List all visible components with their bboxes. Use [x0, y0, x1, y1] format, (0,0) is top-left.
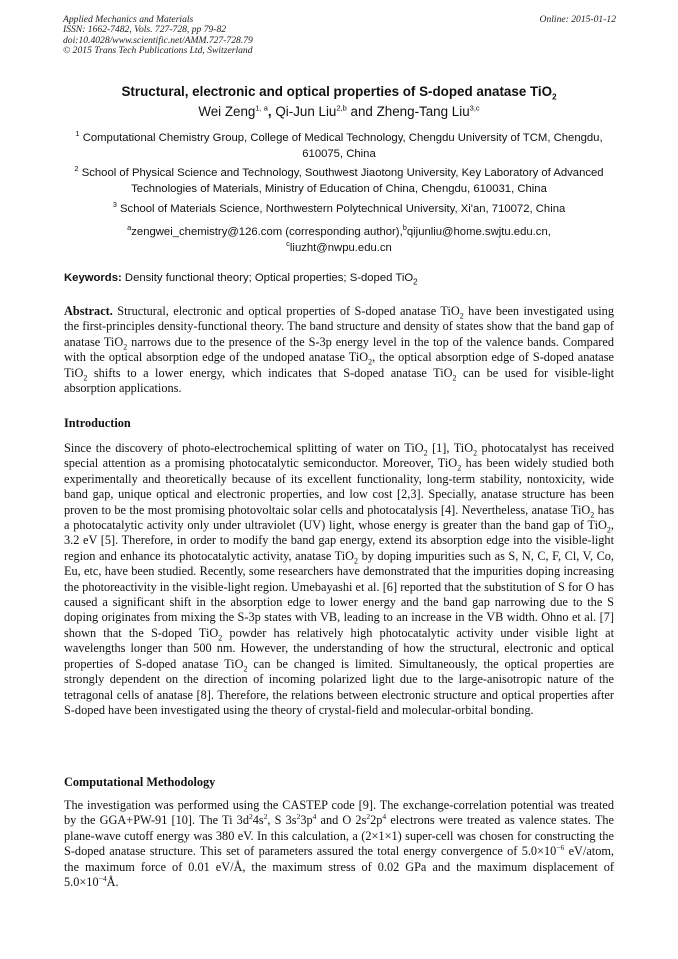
intro-text: by doping impurities such as S, N, C, F, Cl, V, Co, Eu, etc, have been studied. Recently, some researchers have demonstrated that the impurities doping increasing the photoreactivity in the visible-light region. Umebayashi et al. [6] reported that the substitution of S for O has caused a significant shift in the absorption edge to lower energy and the band gap narrowing due to the S doping originates from mixing the S-3p states with VB, leading to an increase in the VB width. Ohno et al. [7] shown that the S-doped TiO [64, 548, 614, 640]
keywords-text: Density functional theory; Optical properties; S-doped TiO [121, 272, 414, 284]
author-name: Zheng-Tang Liu [376, 104, 470, 119]
email-list [64, 225, 614, 256]
author-sup: 3,c [469, 103, 480, 113]
superscript: 2 [248, 812, 253, 822]
intro-text: photocatalyst has received special attention as a promising photocatalytic semiconductor. Moreover, TiO [64, 441, 615, 471]
superscript: −6 [556, 843, 565, 853]
affiliation-number: 2 [74, 164, 79, 174]
email-b: qijunliu@home.swjtu.edu.cn, [406, 226, 551, 238]
email-c: liuzht@nwpu.edu.cn [289, 241, 392, 254]
title-subscript: 2 [552, 92, 557, 102]
method-text: 2p [370, 813, 383, 828]
online-date: Online: 2015-01-12 [539, 14, 616, 25]
email-sup: a [127, 223, 132, 233]
keywords-subscript: 2 [413, 277, 418, 287]
intro-text: Since the discovery of photo-electrochemical splitting of water on TiO [64, 441, 424, 455]
intro-text: , 3.2 eV [5]. Therefore, in order to modify the band gap energy, extend its absorption edge into the visible-light region and enhance its photocatalytic activity, anatase TiO [64, 518, 614, 563]
author-sup: 2,b [336, 103, 347, 113]
superscript: 2 [296, 812, 301, 822]
subscript: 2 [123, 342, 128, 352]
affiliation-text: School of Materials Science, Northwestern Polytechnical University, Xi'an, 710072, China [120, 203, 566, 215]
email-sup: b [402, 223, 407, 233]
subscript: 2 [354, 556, 359, 566]
superscript: −4 [98, 873, 107, 883]
keywords [64, 272, 418, 287]
affiliation-1 [64, 131, 614, 162]
method-text: Å. [106, 875, 119, 890]
email-a: zengwei_chemistry@126.com (corresponding author), [131, 226, 403, 238]
abstract-text: narrows due to the presence of the S-3p energy level in the top of the valence bands. Compared with the optical absorption edge of the undoped anatase TiO [64, 334, 614, 365]
doi-line: doi:10.4028/www.scientific.net/AMM.727-728.79 [63, 34, 253, 46]
affiliation-text: Computational Chemistry Group, College of Medical Technology, Chengdu University of TCM, Chengdu, 610075, China [82, 132, 603, 160]
method-text: electrons were treated as valence states. The plane-wave cutoff energy was 380 eV. In this calculation, a (2×1×1) super-cell was chosen for constructing the S-doped anatase structure. This set of parameters assured the total energy convergence of 5.0×10 [64, 813, 615, 859]
abstract-text: Structural, electronic and optical properties of S-doped anatase TiO [112, 304, 460, 318]
affiliation-number: 1 [75, 129, 80, 139]
subscript: 2 [473, 448, 478, 458]
method-text: 3p [300, 813, 313, 828]
intro-text: has been widely studied both experimentally and theoretically because of its excellent functionality, long-term stability, nontoxicity, wide band gap, unique optical and electronic properties, and low cost [2,3]. Specially, anatase structure has been proven to be the most promising photovoltaic solar cells and photocatalysis [4]. Nevertheless, anatase TiO [64, 456, 614, 517]
paper-title [40, 84, 638, 102]
subscript: 2 [243, 664, 248, 674]
subscript: 2 [590, 510, 595, 520]
abstract-text: can be used for visible-light absorption applications. [64, 365, 615, 396]
introduction-body [64, 441, 614, 718]
introduction-heading: Introduction [64, 416, 131, 430]
method-text: , S 3s [267, 813, 297, 828]
author-separator: , [267, 104, 276, 119]
subscript: 2 [218, 633, 223, 643]
intro-text: powder has relatively high photocatalytic activity under visible light at wavelengths longer than 500 nm. However, the understanding of how the structural, electronic and optical properties of S-doped anatase TiO [64, 625, 614, 671]
abstract-text: , the optical absorption edge of S-doped anatase TiO [64, 350, 614, 380]
superscript: 2 [263, 812, 268, 822]
abstract-text: shifts to a lower energy, which indicates that S-doped anatase TiO [87, 365, 453, 380]
methodology-heading: Computational Methodology [64, 775, 216, 789]
author-sup: 1, a [255, 103, 268, 113]
subscript: 2 [83, 373, 88, 383]
subscript: 2 [457, 463, 462, 473]
abstract [64, 304, 614, 396]
issn-line: ISSN: 1662-7482, Vols. 727-728, pp 79-82 [63, 24, 227, 36]
copyright-line: © 2015 Trans Tech Publications Ltd, Switzerland [63, 45, 253, 57]
abstract-label: Abstract. [64, 304, 113, 318]
method-text: 4s [252, 813, 264, 828]
author-name: Wei Zeng [198, 104, 256, 119]
intro-text: [1], TiO [427, 441, 474, 455]
method-text: eV/atom, the maximum force of 0.01 eV/Å, the maximum stress of 0.02 GPa and the maximum displacement of 5.0×10 [64, 844, 614, 890]
keywords-label: Keywords: [64, 272, 122, 284]
journal-name: Applied Mechanics and Materials [63, 14, 194, 25]
method-text: The investigation was performed using the CASTEP code [9]. The exchange-correlation potential was treated by the GGA+PW-91 [10]. The Ti 3d [64, 798, 614, 828]
superscript: 2 [366, 812, 371, 822]
subscript: 2 [452, 373, 457, 383]
subscript: 2 [459, 311, 464, 321]
intro-text: can be changed is limited. Simultaneously, the optical properties are strongly dependent on the direction of incoming polarized light due to the large-anisotropic nature of the tetragonal cells of anatase [8]. Therefore, the relations between electronic structure and optical properties after S-doped have been investigated using the theory of crystal-field and molecular-orbital bonding. [64, 656, 614, 717]
affiliation-text: School of Physical Science and Technology, Southwest Jiaotong University, Key Laboratory of Advanced Technologies of Materials, Ministry of Education of China, Chengdu, 610031, China [81, 167, 604, 195]
author-list [40, 104, 638, 119]
journal-header [63, 15, 616, 57]
email-sup: c [286, 238, 290, 248]
abstract-text: have been investigated using the first-principles density-functional theory. The band structure and density of states show that the band gap of anatase TiO [64, 304, 614, 349]
intro-text: has a photocatalytic activity only under ultraviolet (UV) light, whose energy is greater than the band gap of TiO [64, 502, 614, 533]
method-text: and O 2s [316, 813, 367, 828]
author-name: Qi-Jun Liu [275, 104, 337, 119]
affiliation-2 [64, 166, 614, 197]
subscript: 2 [368, 357, 373, 367]
superscript: 4 [312, 812, 317, 822]
subscript: 2 [606, 525, 611, 535]
methodology-body [64, 798, 614, 890]
superscript: 4 [382, 812, 387, 822]
affiliation-3 [64, 202, 614, 218]
affiliation-number: 3 [112, 200, 117, 210]
subscript: 2 [423, 448, 428, 458]
paper-title-text: Structural, electronic and optical properties of S-doped anatase TiO [121, 84, 553, 99]
author-separator: and [346, 104, 377, 119]
